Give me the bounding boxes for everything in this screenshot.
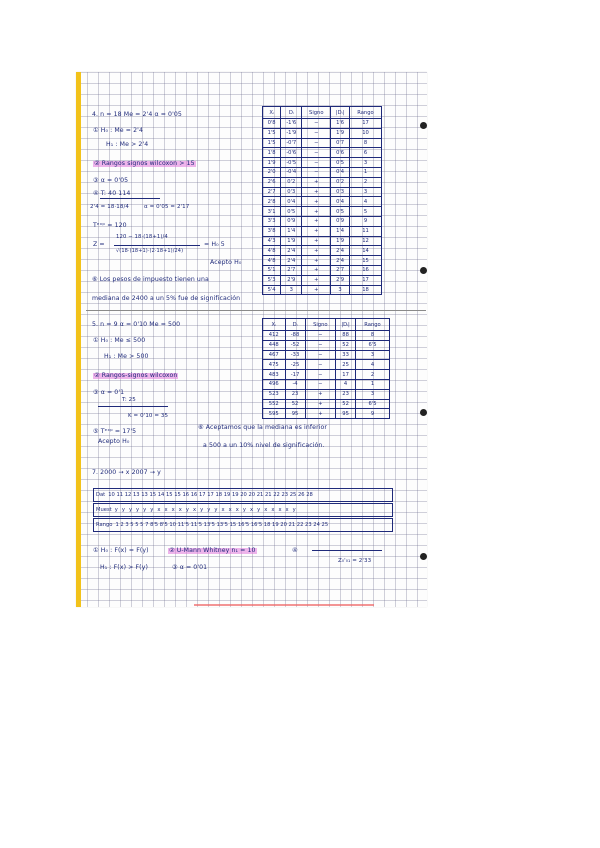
- p7-data-values: 10 11 12 13 13 15 14 15 15 16 16 17 17 18 19 19 20 20 21 21 22 23 25 26 28: [108, 492, 313, 498]
- table-cell: 0'2: [331, 177, 350, 187]
- p4-z-num: 120 − 18·(18+1)/4: [116, 234, 168, 240]
- table-cell: 1'9: [281, 236, 302, 246]
- table-cell: +: [302, 265, 331, 275]
- table-cell: 6'5: [356, 399, 390, 409]
- table-cell: 0'4: [331, 197, 350, 207]
- p7-sample-label: Muest: [96, 507, 112, 513]
- table-cell: +: [305, 399, 336, 409]
- p4-h1: H₁ : Me > 2'4: [106, 141, 149, 148]
- p4-z-res: = H₀ 5: [204, 241, 225, 248]
- table-cell: +: [302, 236, 331, 246]
- table-cell: 10: [349, 128, 381, 138]
- table-cell: 5'3: [263, 275, 281, 285]
- table-row: [263, 370, 390, 380]
- table-cell: 1'5: [263, 138, 281, 148]
- p5-conclusion-1: ⑥ Aceptamos que la mediana es inferior: [198, 424, 328, 431]
- table-cell: 0'2: [281, 177, 302, 187]
- table-row: [263, 138, 382, 148]
- table-cell: 595: [263, 409, 286, 419]
- table-cell: 2'4: [331, 246, 350, 256]
- table-row: [263, 285, 382, 295]
- p7-header: 7. 2000 → x 2007 → y: [92, 469, 161, 476]
- table-cell: 448: [263, 340, 286, 350]
- table-cell: 1'9: [331, 128, 350, 138]
- table-cell: −: [305, 331, 336, 341]
- table-cell: +: [302, 226, 331, 236]
- p5-h1: H₁ : Me > 500: [104, 353, 149, 360]
- table-cell: 1'4: [331, 226, 350, 236]
- binder-hole: [420, 267, 427, 274]
- table-cell: 4: [349, 197, 381, 207]
- table-header-cell: Xᵢ: [263, 107, 281, 119]
- table-cell: −: [302, 158, 331, 168]
- table-problem-5: [262, 318, 390, 419]
- table-cell: 0'3: [331, 187, 350, 197]
- table-cell: -17: [285, 370, 305, 380]
- table-cell: 3: [349, 187, 381, 197]
- p7-h1: H₁ : F(x) > F(y): [100, 564, 148, 571]
- table-cell: +: [305, 409, 336, 419]
- table-cell: -0'6: [281, 148, 302, 158]
- table-row: [263, 216, 382, 226]
- p4-conclusion-2: mediana de 2400 a un 5% fue de significación: [92, 295, 241, 302]
- table-cell: 8: [349, 138, 381, 148]
- table-cell: 483: [263, 370, 286, 380]
- table-cell: 523: [263, 389, 286, 399]
- table-cell: 1: [356, 379, 390, 389]
- table-cell: 23: [285, 389, 305, 399]
- table-cell: 1'9: [331, 236, 350, 246]
- table-row: [263, 350, 390, 360]
- table-header-cell: |Dᵢ|: [331, 107, 350, 119]
- p7-sample-row: [93, 503, 393, 517]
- table-cell: -25: [285, 360, 305, 370]
- table-cell: +: [302, 275, 331, 285]
- table-header-cell: Rango: [349, 107, 381, 119]
- table-cell: 0'4: [331, 167, 350, 177]
- table-cell: 3'8: [263, 226, 281, 236]
- table-cell: 4: [356, 360, 390, 370]
- table-row: [263, 128, 382, 138]
- table-cell: 9: [356, 409, 390, 419]
- table-cell: −: [305, 360, 336, 370]
- table-cell: 0'5: [331, 207, 350, 217]
- table-cell: 412: [263, 331, 286, 341]
- table-row: [263, 226, 382, 236]
- table-row: [263, 256, 382, 266]
- table-cell: 1: [349, 167, 381, 177]
- table-cell: -0'5: [281, 158, 302, 168]
- table-cell: 4'8: [263, 256, 281, 266]
- table-cell: -33: [285, 350, 305, 360]
- p4-header: 4. n = 18 Me = 2'4 α = 0'05: [92, 111, 182, 118]
- table-cell: 2'9: [281, 275, 302, 285]
- p4-z-den: √(18·(18+1)·(2·18+1)/24): [116, 248, 184, 254]
- p4-conclusion-1: ⑥ Los pesos de impuesto tienen una: [92, 276, 209, 283]
- p7-rank-row: [93, 518, 393, 532]
- table-cell: 4: [336, 379, 356, 389]
- p5-h0: ① H₀ : Me ≤ 500: [93, 337, 146, 344]
- table-cell: -0'7: [281, 138, 302, 148]
- p4-axis: [100, 198, 160, 199]
- table-cell: 6: [349, 148, 381, 158]
- table-cell: -0'4: [281, 167, 302, 177]
- table-cell: 9: [349, 216, 381, 226]
- table-cell: 1'5: [263, 128, 281, 138]
- p4-texp: Tᵉˣᵖ = 120: [93, 222, 127, 229]
- table-cell: 0'6: [331, 148, 350, 158]
- table-cell: 16: [349, 265, 381, 275]
- table-cell: -52: [285, 340, 305, 350]
- table-cell: −: [305, 350, 336, 360]
- p7-critical: Z₀'₀₁ = 2'33: [338, 558, 372, 564]
- table-row: [263, 177, 382, 187]
- table-cell: 52: [336, 399, 356, 409]
- p7-data-label: Dat: [96, 492, 106, 498]
- table-cell: 12: [349, 236, 381, 246]
- table-cell: 14: [349, 246, 381, 256]
- table-row: [263, 409, 390, 419]
- p7-test: ② U-Mann Whitney n₁ = 10: [169, 547, 256, 554]
- margin-line: [76, 72, 81, 607]
- table-cell: 6'5: [356, 340, 390, 350]
- p7-sample-values: y y y y y y x x x x y x y y y x x x y x y x x x x y: [114, 507, 297, 513]
- table-cell: 2'7: [281, 265, 302, 275]
- table-cell: 15: [349, 256, 381, 266]
- p4-h0: ① H₀ : Me = 2'4: [93, 127, 144, 134]
- table-cell: 2'9: [331, 275, 350, 285]
- table-cell: 33: [336, 350, 356, 360]
- table-cell: -1'6: [281, 119, 302, 129]
- table-row: [263, 187, 382, 197]
- table-header-cell: Signo: [302, 107, 331, 119]
- table-cell: 2'7: [263, 187, 281, 197]
- table-cell: 2'6: [263, 177, 281, 187]
- binder-hole: [420, 553, 427, 560]
- table-cell: 5'1: [263, 265, 281, 275]
- table-cell: -88: [285, 331, 305, 341]
- table-cell: 8: [356, 331, 390, 341]
- p5-header: 5. n = 9 α = 0'10 Me = 500: [92, 321, 181, 328]
- table-row: [263, 379, 390, 389]
- p4-acepto: Acepto H₀: [210, 259, 242, 266]
- table-header-cell: Dᵢ: [285, 319, 305, 331]
- binder-hole: [420, 409, 427, 416]
- table-header-cell: Signo: [305, 319, 336, 331]
- table-cell: 3: [349, 158, 381, 168]
- p5-acepto: Acepto H₀: [98, 438, 130, 445]
- table-cell: 3'3: [263, 216, 281, 226]
- table-cell: -4: [285, 379, 305, 389]
- table-cell: -1'9: [281, 128, 302, 138]
- p4-step4c: α = 0'05 = 2'17: [144, 204, 190, 210]
- p4-z-lhs: Z =: [93, 241, 105, 248]
- table-cell: 2'4: [281, 246, 302, 256]
- table-row: [263, 246, 382, 256]
- table-cell: 0'5: [281, 207, 302, 217]
- table-cell: 4'8: [263, 246, 281, 256]
- table-cell: 17: [349, 275, 381, 285]
- table-row: [263, 207, 382, 217]
- table-row: [263, 197, 382, 207]
- table-cell: 4'3: [263, 236, 281, 246]
- table-cell: 2'0: [263, 167, 281, 177]
- table-cell: 496: [263, 379, 286, 389]
- table-header-cell: Rango: [356, 319, 390, 331]
- table-cell: +: [302, 285, 331, 295]
- table-cell: 1'9: [263, 158, 281, 168]
- table-row: [263, 158, 382, 168]
- table-cell: 552: [263, 399, 286, 409]
- table-cell: 0'3: [281, 187, 302, 197]
- p4-step3: ③ α = 0'05: [93, 177, 129, 184]
- table-cell: 1'6: [331, 119, 350, 129]
- table-cell: −: [305, 379, 336, 389]
- table-cell: 3: [356, 350, 390, 360]
- table-cell: −: [302, 128, 331, 138]
- table-cell: 11: [349, 226, 381, 236]
- p5-test: ② Rangos-signos wilcoxon: [94, 372, 178, 379]
- table-cell: 2: [349, 177, 381, 187]
- p4-fraction-line: [114, 245, 200, 246]
- p5-texp: ⑤ Tᵉˣᵖ = 17'5: [93, 428, 137, 435]
- binder-hole: [420, 122, 427, 129]
- table-cell: +: [302, 207, 331, 217]
- table-cell: +: [302, 187, 331, 197]
- table-cell: 5: [349, 207, 381, 217]
- table-cell: 467: [263, 350, 286, 360]
- table-cell: +: [302, 256, 331, 266]
- table-header-cell: Dᵢ: [281, 107, 302, 119]
- table-cell: 52: [285, 399, 305, 409]
- p5-critical: K = 0'10 = 35: [128, 413, 169, 419]
- table-cell: −: [305, 370, 336, 380]
- table-cell: +: [302, 216, 331, 226]
- table-cell: 0'9: [331, 216, 350, 226]
- p7-axis: [312, 550, 382, 551]
- table-row: [263, 148, 382, 158]
- table-cell: −: [305, 340, 336, 350]
- table-row: [263, 167, 382, 177]
- p7-step3: ③ α = 0'01: [172, 564, 208, 571]
- table-cell: −: [302, 167, 331, 177]
- p7-step4: ④: [292, 547, 298, 554]
- table-cell: 0'8: [263, 119, 281, 129]
- table-cell: 95: [285, 409, 305, 419]
- table-cell: +: [302, 197, 331, 207]
- table-cell: 95: [336, 409, 356, 419]
- table-cell: 1'4: [281, 226, 302, 236]
- table-cell: 3: [331, 285, 350, 295]
- table-cell: +: [305, 389, 336, 399]
- table-cell: 18: [349, 285, 381, 295]
- table-row: [263, 360, 390, 370]
- table-row: [263, 119, 382, 129]
- p7-rank-values: 1 2 3 5 5 5 7 8'5 8'5 10 11'5 11'5 13'5 13'5 15 16'5 16'5 18 19 20 21 22 23 24 25: [115, 522, 329, 528]
- table-cell: 2'4: [331, 256, 350, 266]
- table-row: [263, 399, 390, 409]
- p4-step4: ④ T: 40 114: [93, 190, 131, 197]
- section-divider: [86, 310, 426, 311]
- table-cell: 1'8: [263, 148, 281, 158]
- p4-test: ② Rangos signos wilcoxon > 15: [94, 160, 195, 167]
- table-row: [263, 265, 382, 275]
- table-cell: 475: [263, 360, 286, 370]
- table-cell: 3: [281, 285, 302, 295]
- table-cell: −: [302, 148, 331, 158]
- table-cell: 17: [336, 370, 356, 380]
- table-cell: 52: [336, 340, 356, 350]
- p5-step4: T: 25: [122, 397, 136, 403]
- p5-conclusion-2: a 500 a un 10% nivel de significación.: [203, 442, 325, 449]
- table-row: [263, 340, 390, 350]
- table-cell: +: [302, 177, 331, 187]
- table-row: [263, 275, 382, 285]
- table-cell: 88: [336, 331, 356, 341]
- table-cell: 25: [336, 360, 356, 370]
- table-cell: 0'5: [331, 158, 350, 168]
- table-problem-4: [262, 106, 382, 295]
- table-cell: 5'4: [263, 285, 281, 295]
- table-row: [263, 236, 382, 246]
- table-header-cell: Xᵢ: [263, 319, 286, 331]
- table-row: [263, 331, 390, 341]
- p5-axis: [98, 406, 168, 407]
- p5-step3: ③ α = 0'1: [93, 389, 125, 396]
- table-cell: 2'4: [281, 256, 302, 266]
- table-cell: 2: [356, 370, 390, 380]
- table-cell: 23: [336, 389, 356, 399]
- page-bottom-line: [194, 604, 374, 606]
- table-cell: −: [302, 119, 331, 129]
- p7-rank-label: Rango: [96, 522, 113, 528]
- table-cell: 2'7: [331, 265, 350, 275]
- table-cell: 2'8: [263, 197, 281, 207]
- table-cell: 3: [356, 389, 390, 399]
- table-cell: 3'1: [263, 207, 281, 217]
- p7-data-row: [93, 488, 393, 502]
- table-cell: 0'7: [331, 138, 350, 148]
- table-cell: 0'4: [281, 197, 302, 207]
- table-cell: −: [302, 138, 331, 148]
- p7-h0: ① H₀ : F(x) = F(y): [93, 547, 149, 554]
- notebook-page: [76, 72, 427, 607]
- table-cell: +: [302, 246, 331, 256]
- table-header-cell: |Dᵢ|: [336, 319, 356, 331]
- table-row: [263, 389, 390, 399]
- p4-step4b: 2'4 = 18·18/4: [90, 204, 130, 210]
- table-cell: 17: [349, 119, 381, 129]
- table-cell: 0'9: [281, 216, 302, 226]
